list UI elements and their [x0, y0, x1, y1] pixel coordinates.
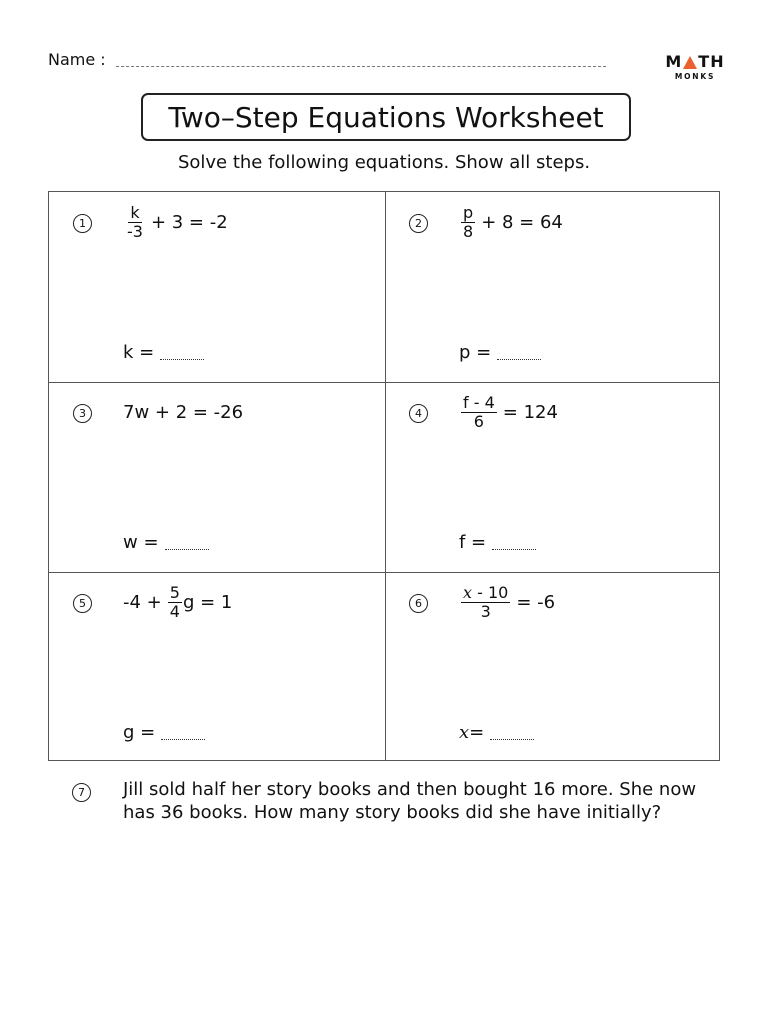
answer-blank[interactable] [497, 359, 541, 360]
answer-line[interactable] [123, 532, 209, 553]
problem-number: 4 [409, 404, 428, 423]
fraction-denominator: 3 [480, 601, 491, 621]
problem-grid [48, 191, 720, 761]
equation-rest: + 3 = -2 [150, 211, 228, 233]
fraction [125, 204, 145, 241]
numerator-rest: - 10 [472, 582, 509, 602]
answer-line[interactable] [459, 532, 536, 553]
name-field-line[interactable] [116, 66, 606, 67]
problem-cell-4 [385, 382, 721, 572]
fraction-numerator: 5 [169, 582, 180, 602]
fraction [461, 394, 497, 431]
fraction-numerator: f - 4 [463, 392, 495, 412]
answer-blank[interactable] [165, 549, 209, 550]
instructions: Solve the following equations. Show all steps. [177, 152, 591, 173]
name-label: Name : [48, 50, 106, 69]
answer-blank[interactable] [492, 549, 536, 550]
variable-x: x [463, 582, 473, 602]
logo-subtitle: MONKS [674, 72, 716, 81]
fraction [461, 584, 510, 621]
problem-number: 7 [72, 783, 91, 802]
math-monks-logo [665, 52, 725, 81]
logo-wordmark [665, 52, 725, 71]
fraction-denominator: 6 [473, 411, 484, 431]
equation: 7w + 2 = -26 [123, 401, 244, 423]
problem-cell-5 [49, 572, 385, 762]
answer-line[interactable] [459, 722, 534, 743]
fraction [461, 204, 475, 241]
problem-number: 6 [409, 594, 428, 613]
problem-number: 1 [73, 214, 92, 233]
problem-cell-2 [385, 192, 721, 382]
equation-rest: = -6 [516, 591, 556, 613]
equation [459, 582, 555, 622]
equation-rest: = 124 [502, 401, 558, 423]
fraction-numerator [461, 584, 510, 603]
fraction-numerator: p [463, 202, 474, 222]
problem-number: 3 [73, 404, 92, 423]
fraction-numerator: k [130, 202, 140, 222]
equation [123, 582, 232, 622]
problem-cell-6 [385, 572, 721, 762]
equation [459, 392, 558, 432]
fraction-denominator: -3 [127, 221, 143, 241]
answer-blank[interactable] [490, 739, 534, 740]
problem-cell-1 [49, 192, 385, 382]
answer-line[interactable] [123, 722, 205, 743]
answer-label: p = [459, 342, 492, 363]
worksheet-title: Two–Step Equations Worksheet [141, 93, 631, 141]
word-problem-text: Jill sold half her story books and then bought 16 more. She now has 36 books. How many story books did she have initially? [123, 779, 697, 823]
answer-blank[interactable] [160, 359, 204, 360]
answer-label: k = [123, 342, 155, 363]
logo-letters-th: TH [698, 52, 725, 71]
equation-prefix: -4 + [123, 591, 162, 613]
problem-number: 2 [409, 214, 428, 233]
equation [459, 202, 563, 242]
fraction-denominator: 8 [463, 221, 474, 241]
equation-rest: g = 1 [182, 591, 233, 613]
answer-variable: x [459, 722, 470, 743]
fraction [168, 584, 182, 621]
equation-rest: + 8 = 64 [481, 211, 563, 233]
answer-label: g = [123, 722, 156, 743]
triangle-icon [683, 56, 697, 69]
answer-label: w = [123, 532, 159, 553]
answer-line[interactable] [123, 342, 204, 363]
answer-line[interactable] [459, 342, 541, 363]
problem-number: 5 [73, 594, 92, 613]
equation [123, 202, 228, 242]
logo-letter-m: M [665, 52, 683, 71]
answer-label: = [469, 722, 485, 743]
answer-label: f = [459, 532, 487, 553]
problem-cell-3 [49, 382, 385, 572]
answer-blank[interactable] [161, 739, 205, 740]
fraction-denominator: 4 [169, 601, 180, 621]
